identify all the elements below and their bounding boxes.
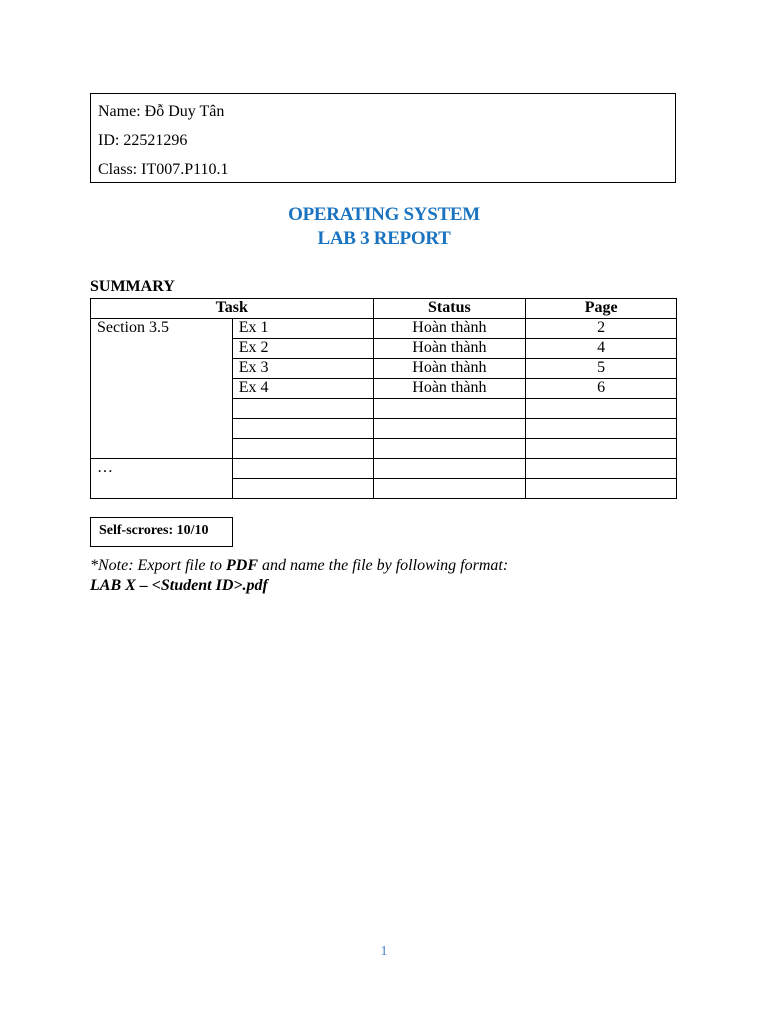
student-class: Class: IT007.P110.1 (98, 161, 229, 178)
empty-cell (232, 419, 373, 439)
status-cell: Hoàn thành (373, 359, 526, 379)
page-cell: 6 (526, 379, 677, 399)
student-id: ID: 22521296 (98, 132, 188, 149)
student-name: Name: Đỗ Duy Tân (98, 103, 225, 120)
page-cell: 4 (526, 339, 677, 359)
report-title-course: OPERATING SYSTEM (288, 204, 480, 225)
status-cell: Hoàn thành (373, 319, 526, 339)
page-cell: 2 (526, 319, 677, 339)
note-prefix: *Note: Export file to (90, 557, 226, 574)
table-header-row (91, 299, 677, 319)
empty-cell (526, 399, 677, 419)
empty-cell (526, 459, 677, 479)
note-line-1 (90, 556, 508, 576)
self-score-box: Self-scrores: 10/10 (90, 517, 233, 547)
task-cell: Ex 2 (232, 339, 373, 359)
export-note (90, 556, 508, 596)
task-cell: Ex 1 (232, 319, 373, 339)
empty-cell (526, 479, 677, 499)
task-cell: Ex 4 (232, 379, 373, 399)
section-cell: Section 3.5 (91, 319, 233, 459)
header-page: Page (526, 299, 677, 319)
page-cell: 5 (526, 359, 677, 379)
page-number: 1 (380, 944, 388, 959)
empty-cell (373, 419, 526, 439)
empty-cell (232, 479, 373, 499)
summary-heading: SUMMARY (90, 278, 175, 295)
empty-cell (526, 419, 677, 439)
empty-cell (373, 479, 526, 499)
student-info-box (90, 93, 676, 183)
empty-cell (232, 399, 373, 419)
summary-table (90, 298, 677, 499)
header-status: Status (373, 299, 526, 319)
header-task: Task (91, 299, 374, 319)
report-title-lab: LAB 3 REPORT (317, 228, 451, 249)
empty-cell (373, 399, 526, 419)
status-cell: Hoàn thành (373, 339, 526, 359)
note-format: LAB X – <Student ID>.pdf (90, 577, 268, 594)
section-cell: … (91, 459, 233, 499)
table-row (91, 319, 677, 339)
empty-cell (232, 459, 373, 479)
empty-cell (373, 459, 526, 479)
task-cell: Ex 3 (232, 359, 373, 379)
empty-cell (232, 439, 373, 459)
note-pdf: PDF (225, 557, 258, 574)
note-suffix: and name the file by following format: (257, 557, 509, 574)
status-cell: Hoàn thành (373, 379, 526, 399)
empty-cell (526, 439, 677, 459)
empty-cell (373, 439, 526, 459)
table-row-empty (91, 459, 677, 479)
note-line-2 (90, 576, 508, 596)
